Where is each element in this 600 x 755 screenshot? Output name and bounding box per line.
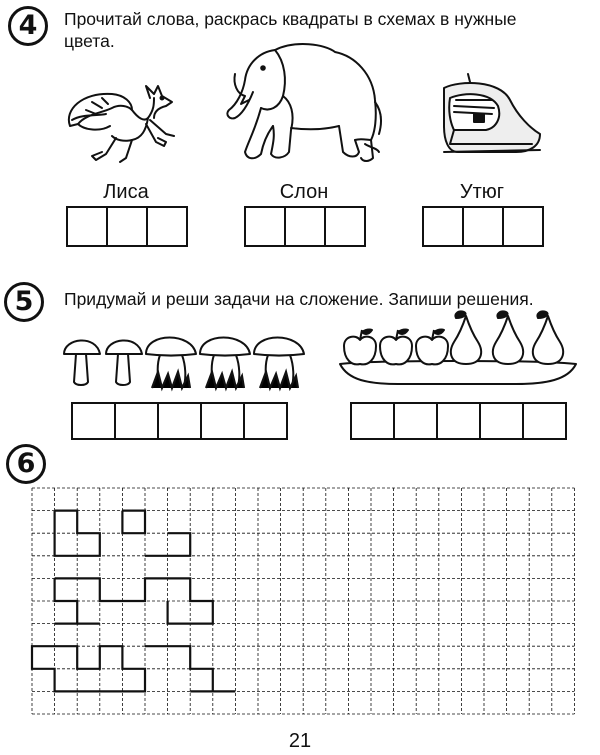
scheme-cell[interactable] [502,206,544,247]
scheme-cell[interactable] [422,206,464,247]
word-scheme-elephant [244,206,366,247]
scheme-cell[interactable] [324,206,366,247]
scheme-cell[interactable] [106,206,148,247]
answer-cell[interactable] [200,402,245,440]
word-elephant: Слон [279,181,329,203]
page-number: 21 [288,730,312,752]
pattern-stroke [32,646,145,691]
answer-cells-mushrooms [71,402,288,440]
task-4-number: 4 [8,6,48,46]
answer-cell[interactable] [393,402,438,440]
scheme-cell[interactable] [146,206,188,247]
iron-icon [440,70,545,160]
mushrooms-icon [60,328,305,392]
fox-icon [62,80,187,170]
scheme-cell[interactable] [244,206,286,247]
answer-cell[interactable] [436,402,481,440]
task-4-instruction: Прочитай слова, раскрась квадраты в схемах в нужные цвета. [64,9,517,51]
answer-cell[interactable] [243,402,288,440]
fruit-plate-icon [336,306,580,386]
elephant-icon [215,40,385,175]
pattern-stroke [55,578,78,623]
answer-cells-fruit [350,402,567,440]
answer-cell[interactable] [479,402,524,440]
word-fox: Лиса [103,181,149,203]
word-scheme-fox [66,206,188,247]
scheme-cell[interactable] [462,206,504,247]
answer-cell[interactable] [522,402,567,440]
scheme-cell[interactable] [284,206,326,247]
scheme-cell[interactable] [66,206,108,247]
answer-cell[interactable] [71,402,116,440]
grid-pattern[interactable] [32,488,600,716]
task-6-number: 6 [6,444,46,484]
answer-cell[interactable] [157,402,202,440]
word-scheme-iron [422,206,544,247]
task-5-number: 5 [4,282,44,322]
task-5-instruction: Придумай и реши задачи на сложение. Запиши решения. [64,289,534,309]
answer-cell[interactable] [114,402,159,440]
answer-cell[interactable] [350,402,395,440]
pattern-stroke [122,511,145,534]
word-iron: Утюг [459,181,505,203]
